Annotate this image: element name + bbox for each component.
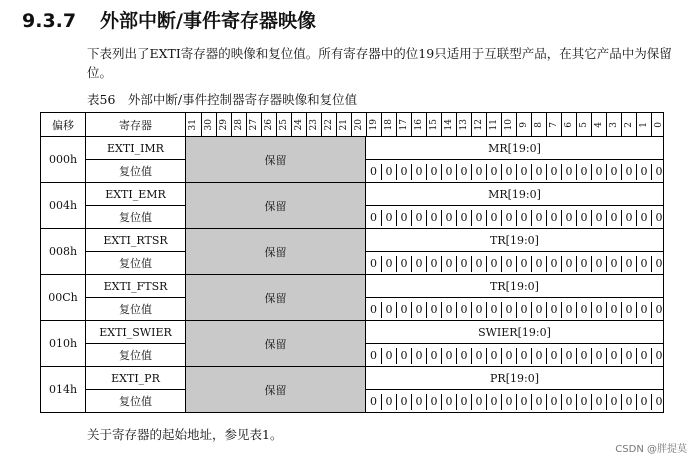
reset-bit-value: 0: [381, 164, 396, 180]
header-bits: [185, 112, 664, 137]
reset-bit-value: 0: [441, 302, 456, 318]
reset-bit-value: 0: [411, 348, 426, 364]
reset-bit-value: 0: [381, 256, 396, 272]
reset-bit-value: 0: [591, 210, 606, 226]
reset-bit-value: 0: [606, 394, 621, 410]
reset-bit-value: 0: [456, 164, 471, 180]
reset-bit-value: 0: [576, 164, 591, 180]
reset-values: [365, 205, 664, 229]
reset-bit-value: 0: [651, 302, 666, 318]
register-field-name: TR[19:0]: [365, 228, 664, 252]
reset-bit-value: 0: [636, 348, 651, 364]
reset-bit-value: 0: [651, 394, 666, 410]
bit-number: 23: [306, 113, 321, 137]
reset-bit-value: 0: [456, 210, 471, 226]
register-field-name: PR[19:0]: [365, 366, 664, 390]
bit-number: 26: [261, 113, 276, 137]
reset-bit-value: 0: [606, 164, 621, 180]
reset-bit-value: 0: [501, 256, 516, 272]
register-offset: 008h: [40, 228, 86, 275]
reset-bit-value: 0: [486, 394, 501, 410]
reset-bit-value: 0: [486, 256, 501, 272]
reset-bit-value: 0: [576, 302, 591, 318]
bit-number: 28: [231, 113, 246, 137]
reset-bit-value: 0: [531, 210, 546, 226]
reset-bit-value: 0: [441, 394, 456, 410]
reset-bit-value: 0: [576, 256, 591, 272]
reset-bit-value: 0: [411, 394, 426, 410]
reset-bit-value: 0: [426, 256, 441, 272]
reset-bit-value: 0: [370, 211, 377, 224]
bit-number: 13: [456, 113, 471, 137]
reset-bit-value: 0: [471, 348, 486, 364]
register-name: EXTI_IMR: [85, 136, 186, 160]
reserved-field: 保留: [185, 274, 366, 321]
reset-bit-value: 0: [651, 164, 666, 180]
bit-number: 22: [321, 113, 336, 137]
reset-bit-value: 0: [396, 210, 411, 226]
bit-number: 2: [621, 113, 636, 137]
reset-bit-value: 0: [501, 210, 516, 226]
reset-bit-value: 0: [651, 256, 666, 272]
reset-bit-value: 0: [396, 302, 411, 318]
bit-number: 18: [381, 113, 396, 137]
reset-bit-value: 0: [621, 164, 636, 180]
register-offset: 004h: [40, 182, 86, 229]
reset-bit-value: 0: [486, 348, 501, 364]
bit-number: 30: [201, 113, 216, 137]
bit-number: 14: [441, 113, 456, 137]
reset-bit-value: 0: [370, 395, 377, 408]
reset-value-label: 复位值: [85, 297, 186, 321]
reset-bit-value: 0: [651, 210, 666, 226]
reserved-field: 保留: [185, 320, 366, 367]
reset-bit-value: 0: [441, 256, 456, 272]
reset-bit-value: 0: [636, 302, 651, 318]
register-offset: 00Ch: [40, 274, 86, 321]
register-field-name: SWIER[19:0]: [365, 320, 664, 344]
reset-bit-value: 0: [381, 302, 396, 318]
reset-bit-value: 0: [621, 394, 636, 410]
register-field-name: MR[19:0]: [365, 182, 664, 206]
reset-bit-value: 0: [501, 164, 516, 180]
reset-bit-value: 0: [561, 164, 576, 180]
register-offset: 010h: [40, 320, 86, 367]
bit-number: 16: [411, 113, 426, 137]
reset-bit-value: 0: [426, 210, 441, 226]
reset-values: [365, 389, 664, 413]
reserved-field: 保留: [185, 366, 366, 413]
reset-bit-value: 0: [606, 348, 621, 364]
reset-bit-value: 0: [576, 348, 591, 364]
reset-bit-value: 0: [486, 302, 501, 318]
reset-bit-value: 0: [471, 256, 486, 272]
reset-bit-value: 0: [396, 348, 411, 364]
reset-bit-value: 0: [471, 210, 486, 226]
reserved-field: 保留: [185, 136, 366, 183]
reset-bit-value: 0: [441, 210, 456, 226]
header-offset: 偏移: [40, 112, 86, 137]
reset-bit-value: 0: [546, 394, 561, 410]
reset-bit-value: 0: [531, 256, 546, 272]
reset-bit-value: 0: [516, 394, 531, 410]
header-register: 寄存器: [85, 112, 186, 137]
bit-number: 0: [651, 113, 666, 137]
reset-bit-value: 0: [561, 256, 576, 272]
bit-number: 31: [187, 119, 198, 131]
reset-bit-value: 0: [441, 348, 456, 364]
reset-bit-value: 0: [370, 303, 377, 316]
reset-bit-value: 0: [516, 210, 531, 226]
bit-number: 10: [501, 113, 516, 137]
reset-value-label: 复位值: [85, 343, 186, 367]
reset-bit-value: 0: [516, 302, 531, 318]
reset-bit-value: 0: [441, 164, 456, 180]
reset-bit-value: 0: [591, 256, 606, 272]
reset-bit-value: 0: [370, 165, 377, 178]
reset-bit-value: 0: [621, 210, 636, 226]
section-heading: [22, 6, 316, 33]
reset-bit-value: 0: [591, 164, 606, 180]
reset-bit-value: 0: [546, 210, 561, 226]
reset-bit-value: 0: [486, 210, 501, 226]
reset-bit-value: 0: [606, 210, 621, 226]
reset-value-label: 复位值: [85, 251, 186, 275]
reset-bit-value: 0: [396, 164, 411, 180]
reset-bit-value: 0: [561, 210, 576, 226]
reset-bit-value: 0: [621, 348, 636, 364]
reset-bit-value: 0: [501, 394, 516, 410]
table-caption: 表56 外部中断/事件控制器寄存器映像和复位值: [87, 92, 358, 107]
reset-values: [365, 251, 664, 275]
register-offset: 014h: [40, 366, 86, 413]
bit-number: 4: [591, 113, 606, 137]
reserved-field: 保留: [185, 228, 366, 275]
reset-bit-value: 0: [411, 164, 426, 180]
footnote: 关于寄存器的起始地址，参见表1。: [87, 427, 283, 442]
bit-number: 29: [216, 113, 231, 137]
bit-number: 12: [471, 113, 486, 137]
reset-bit-value: 0: [621, 256, 636, 272]
reset-bit-value: 0: [381, 348, 396, 364]
reset-bit-value: 0: [621, 302, 636, 318]
bit-number: 17: [396, 113, 411, 137]
reset-values: [365, 159, 664, 183]
reset-bit-value: 0: [426, 394, 441, 410]
reset-bit-value: 0: [561, 394, 576, 410]
bit-number: 27: [246, 113, 261, 137]
reset-bit-value: 0: [531, 302, 546, 318]
reset-bit-value: 0: [561, 302, 576, 318]
register-field-name: MR[19:0]: [365, 136, 664, 160]
section-title: 外部中断/事件寄存器映像: [100, 10, 316, 32]
reset-bit-value: 0: [486, 164, 501, 180]
reset-bit-value: 0: [370, 349, 377, 362]
reset-bit-value: 0: [381, 394, 396, 410]
reset-bit-value: 0: [426, 302, 441, 318]
register-name: EXTI_PR: [85, 366, 186, 390]
reset-bit-value: 0: [546, 256, 561, 272]
reset-bit-value: 0: [456, 348, 471, 364]
reset-values: [365, 297, 664, 321]
reset-bit-value: 0: [426, 348, 441, 364]
reset-bit-value: 0: [516, 164, 531, 180]
reset-bit-value: 0: [370, 257, 377, 270]
register-field-name: TR[19:0]: [365, 274, 664, 298]
bit-number: 25: [276, 113, 291, 137]
reset-values: [365, 343, 664, 367]
reset-bit-value: 0: [381, 210, 396, 226]
reset-bit-value: 0: [471, 164, 486, 180]
register-map-table: [40, 112, 664, 414]
watermark: CSDN @胖提莫: [615, 444, 687, 455]
bit-number: 9: [516, 113, 531, 137]
register-offset: 000h: [40, 136, 86, 183]
reset-bit-value: 0: [591, 302, 606, 318]
reset-value-label: 复位值: [85, 159, 186, 183]
reset-bit-value: 0: [516, 256, 531, 272]
bit-number: 11: [486, 113, 501, 137]
reset-bit-value: 0: [396, 256, 411, 272]
intro-paragraph: 下表列出了EXTI寄存器的映像和复位值。所有寄存器中的位19只适用于互联型产品，在其它产品中为保留位。: [87, 46, 672, 80]
reset-bit-value: 0: [531, 394, 546, 410]
reset-value-label: 复位值: [85, 205, 186, 229]
bit-number: 15: [426, 113, 441, 137]
bit-number: 20: [351, 113, 366, 137]
reset-bit-value: 0: [396, 394, 411, 410]
reset-bit-value: 0: [456, 256, 471, 272]
reset-bit-value: 0: [546, 164, 561, 180]
reset-bit-value: 0: [456, 394, 471, 410]
reset-bit-value: 0: [456, 302, 471, 318]
reset-bit-value: 0: [531, 348, 546, 364]
section-number: 9.3.7: [22, 10, 77, 32]
reset-bit-value: 0: [576, 210, 591, 226]
register-name: EXTI_RTSR: [85, 228, 186, 252]
bit-number: 5: [576, 113, 591, 137]
reset-bit-value: 0: [411, 256, 426, 272]
reset-bit-value: 0: [591, 348, 606, 364]
reset-bit-value: 0: [636, 164, 651, 180]
reset-bit-value: 0: [636, 394, 651, 410]
register-name: EXTI_FTSR: [85, 274, 186, 298]
register-name: EXTI_EMR: [85, 182, 186, 206]
reset-bit-value: 0: [651, 348, 666, 364]
bit-number: 1: [636, 113, 651, 137]
reset-bit-value: 0: [471, 302, 486, 318]
reset-bit-value: 0: [606, 302, 621, 318]
bit-number: 6: [561, 113, 576, 137]
reset-bit-value: 0: [426, 164, 441, 180]
reset-bit-value: 0: [561, 348, 576, 364]
bit-number: 19: [366, 113, 381, 137]
reset-bit-value: 0: [516, 348, 531, 364]
reset-bit-value: 0: [501, 348, 516, 364]
bit-number: 8: [531, 113, 546, 137]
bit-number: 24: [291, 113, 306, 137]
bit-number: 3: [606, 113, 621, 137]
reserved-field: 保留: [185, 182, 366, 229]
reset-bit-value: 0: [636, 210, 651, 226]
reset-bit-value: 0: [606, 256, 621, 272]
reset-bit-value: 0: [636, 256, 651, 272]
reset-value-label: 复位值: [85, 389, 186, 413]
reset-bit-value: 0: [471, 394, 486, 410]
reset-bit-value: 0: [576, 394, 591, 410]
reset-bit-value: 0: [501, 302, 516, 318]
reset-bit-value: 0: [411, 210, 426, 226]
reset-bit-value: 0: [546, 302, 561, 318]
register-name: EXTI_SWIER: [85, 320, 186, 344]
bit-number: 21: [336, 113, 351, 137]
reset-bit-value: 0: [411, 302, 426, 318]
reset-bit-value: 0: [546, 348, 561, 364]
bit-number: 7: [546, 113, 561, 137]
reset-bit-value: 0: [591, 394, 606, 410]
reset-bit-value: 0: [531, 164, 546, 180]
